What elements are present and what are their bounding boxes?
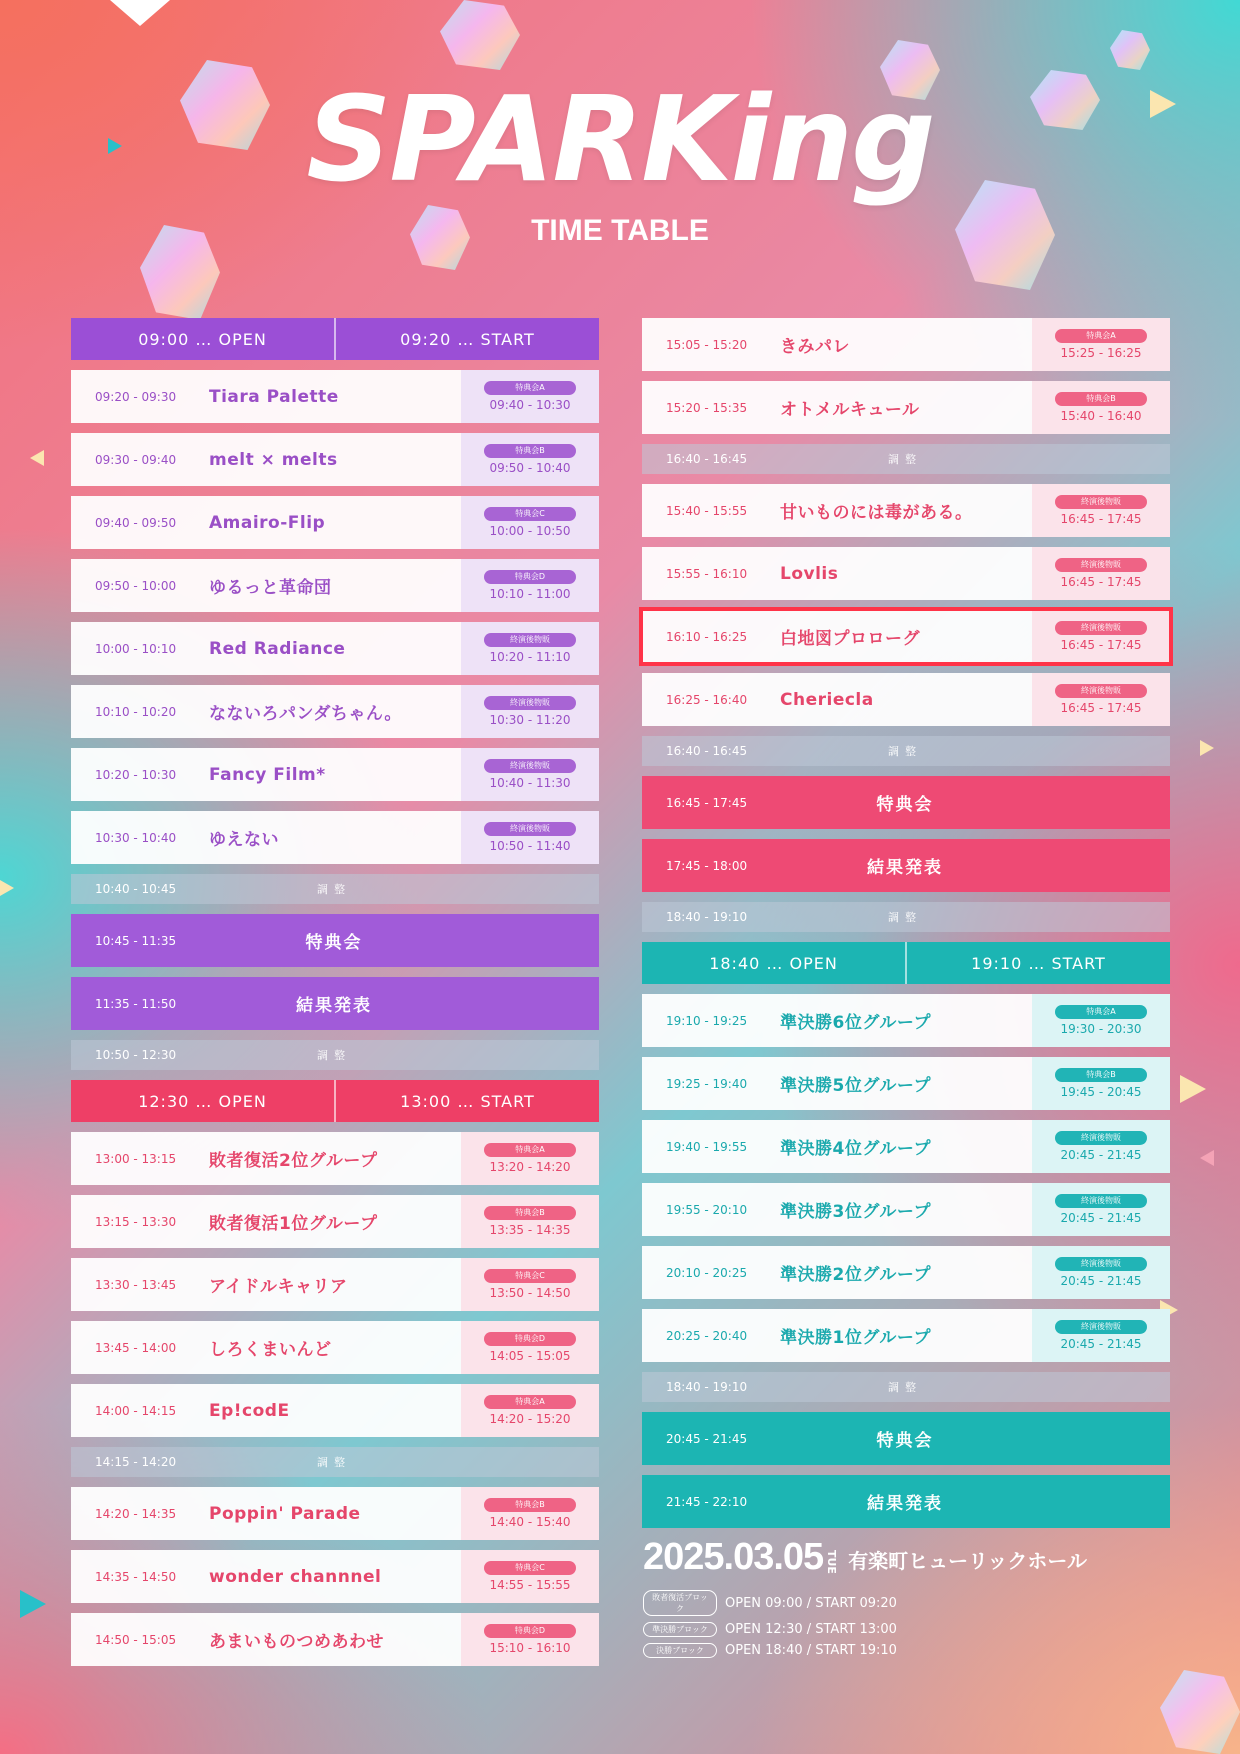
schedule-row: 20:25 - 20:40 準決勝1位グループ 終演後物販 20:45 - 21:45 <box>642 1309 1170 1362</box>
session-badge: 特典会D <box>484 1624 576 1638</box>
session-cell: 終演後物販 10:50 - 11:40 <box>461 811 599 864</box>
block-pill: 決勝ブロック <box>643 1643 717 1658</box>
open-time: 09:00 … OPEN <box>71 318 336 360</box>
group-name: Cheriecla <box>780 689 874 710</box>
adjustment-row: 18:40 - 19:10 調整 <box>642 1372 1170 1402</box>
start-time: 13:00 … START <box>400 1091 535 1111</box>
schedule-row: 10:30 - 10:40 ゆえない 終演後物販 10:50 - 11:40 <box>71 811 599 864</box>
block-time-line: 決勝ブロック OPEN 18:40 / START 19:10 <box>643 1643 1183 1658</box>
session-badge: 終演後物販 <box>1055 495 1147 509</box>
block-header <box>642 942 1170 984</box>
session-badge: 特典会B <box>1055 392 1147 406</box>
group-name: 準決勝6位グループ <box>780 1013 931 1033</box>
session-badge: 特典会A <box>484 381 576 395</box>
session-badge: 終演後物販 <box>1055 621 1147 635</box>
session-cell: 終演後物販 16:45 - 17:45 <box>1032 673 1170 726</box>
session-badge: 終演後物販 <box>1055 1257 1147 1271</box>
group-name: Poppin' Parade <box>209 1503 361 1524</box>
block-times <box>643 1590 1183 1658</box>
session-badge: 特典会C <box>484 1561 576 1575</box>
triangle-decoration <box>1200 1150 1214 1166</box>
group-name: ゆえない <box>209 830 279 850</box>
session-cell: 特典会C 13:50 - 14:50 <box>461 1258 599 1311</box>
group-name: 敗者復活2位グループ <box>209 1151 378 1171</box>
group-name: 甘いものには毒がある。 <box>780 503 973 523</box>
right-column <box>642 318 1170 1528</box>
session-cell: 終演後物販 10:40 - 11:30 <box>461 748 599 801</box>
schedule-row: 15:55 - 16:10 Lovlis 終演後物販 16:45 - 17:45 <box>642 547 1170 600</box>
session-cell: 終演後物販 10:30 - 11:20 <box>461 685 599 738</box>
session-cell: 特典会A 13:20 - 14:20 <box>461 1132 599 1185</box>
session-cell: 終演後物販 20:45 - 21:45 <box>1032 1246 1170 1299</box>
session-badge: 終演後物販 <box>1055 558 1147 572</box>
block-header <box>71 1080 599 1122</box>
session-cell: 特典会D 15:10 - 16:10 <box>461 1613 599 1666</box>
event-info <box>643 1538 1183 1658</box>
block-time-line: 準決勝ブロック OPEN 12:30 / START 13:00 <box>643 1622 1183 1637</box>
session-cell: 終演後物販 16:45 - 17:45 <box>1032 547 1170 600</box>
left-column <box>71 318 599 1666</box>
session-badge: 特典会A <box>1055 1005 1147 1019</box>
schedule-row: 13:45 - 14:00 しろくまいんど 特典会D 14:05 - 15:05 <box>71 1321 599 1374</box>
triangle-decoration <box>20 1590 46 1618</box>
adjustment-row: 10:40 - 10:45 調整 <box>71 874 599 904</box>
group-name: 敗者復活1位グループ <box>209 1214 378 1234</box>
block-pill: 準決勝ブロック <box>643 1622 717 1637</box>
schedule-row: 14:20 - 14:35 Poppin' Parade 特典会B 14:40 - 15:40 <box>71 1487 599 1540</box>
session-badge: 特典会A <box>1055 329 1147 343</box>
schedule-row: 13:00 - 13:15 敗者復活2位グループ 特典会A 13:20 - 14:20 <box>71 1132 599 1185</box>
group-name: Lovlis <box>780 563 839 584</box>
schedule-row: 09:40 - 09:50 Amairo-Flip 特典会C 10:00 - 10:50 <box>71 496 599 549</box>
block-header <box>71 318 599 360</box>
session-cell: 特典会A 15:25 - 16:25 <box>1032 318 1170 371</box>
schedule-row: 20:10 - 20:25 準決勝2位グループ 終演後物販 20:45 - 21:45 <box>642 1246 1170 1299</box>
schedule-row: 09:50 - 10:00 ゆるっと革命団 特典会D 10:10 - 11:00 <box>71 559 599 612</box>
group-name: Red Radiance <box>209 638 346 659</box>
session-badge: 特典会C <box>484 1269 576 1283</box>
schedule-row: 14:35 - 14:50 wonder channnel 特典会C 14:55 - 15:55 <box>71 1550 599 1603</box>
session-badge: 終演後物販 <box>1055 1131 1147 1145</box>
group-name: 準決勝1位グループ <box>780 1328 931 1348</box>
session-cell: 特典会A 14:20 - 15:20 <box>461 1384 599 1437</box>
schedule-row: 10:10 - 10:20 なないろパンダちゃん。 終演後物販 10:30 - 11:20 <box>71 685 599 738</box>
schedule-row: 09:30 - 09:40 melt × melts 特典会B 09:50 - 10:40 <box>71 433 599 486</box>
session-badge: 特典会B <box>1055 1068 1147 1082</box>
session-badge: 特典会B <box>484 1498 576 1512</box>
session-badge: 終演後物販 <box>484 759 576 773</box>
schedule-row: 13:30 - 13:45 アイドルキャリア 特典会C 13:50 - 14:50 <box>71 1258 599 1311</box>
adjustment-row: 10:50 - 12:30 調整 <box>71 1040 599 1070</box>
session-cell: 特典会D 10:10 - 11:00 <box>461 559 599 612</box>
triangle-decoration <box>0 880 14 896</box>
session-cell: 特典会B 19:45 - 20:45 <box>1032 1057 1170 1110</box>
session-badge: 終演後物販 <box>1055 1194 1147 1208</box>
session-badge: 終演後物販 <box>484 822 576 836</box>
group-name: オトメルキュール <box>780 400 920 420</box>
session-cell: 終演後物販 10:20 - 11:10 <box>461 622 599 675</box>
crystal-decoration <box>440 0 520 70</box>
session-badge: 特典会D <box>484 1332 576 1346</box>
session-cell: 終演後物販 16:45 - 17:45 <box>1032 484 1170 537</box>
group-name: Tiara Palette <box>209 386 339 407</box>
schedule-row: 15:20 - 15:35 オトメルキュール 特典会B 15:40 - 16:40 <box>642 381 1170 434</box>
schedule-row: 15:05 - 15:20 きみパレ 特典会A 15:25 - 16:25 <box>642 318 1170 371</box>
event-venue: 有楽町ヒューリックホール <box>848 1549 1087 1573</box>
schedule-row: 19:10 - 19:25 準決勝6位グループ 特典会A 19:30 - 20:30 <box>642 994 1170 1047</box>
group-name: 白地図プロローグ <box>780 629 920 649</box>
session-cell: 特典会D 14:05 - 15:05 <box>461 1321 599 1374</box>
session-badge: 終演後物販 <box>1055 684 1147 698</box>
group-name: Fancy Film* <box>209 764 326 785</box>
event-band: 16:45 - 17:45 特典会 <box>642 776 1170 829</box>
event-band: 11:35 - 11:50 結果発表 <box>71 977 599 1030</box>
group-name: wonder channnel <box>209 1566 382 1587</box>
schedule-row: 19:55 - 20:10 準決勝3位グループ 終演後物販 20:45 - 21:45 <box>642 1183 1170 1236</box>
triangle-decoration <box>1180 1075 1206 1103</box>
session-cell: 特典会B 15:40 - 16:40 <box>1032 381 1170 434</box>
logo <box>0 70 1240 248</box>
group-name: なないろパンダちゃん。 <box>209 704 402 724</box>
event-band: 10:45 - 11:35 特典会 <box>71 914 599 967</box>
group-name: Ep!codE <box>209 1400 290 1421</box>
schedule-row-highlighted[interactable]: 16:10 - 16:25 白地図プロローグ 終演後物販 16:45 - 17:45 <box>642 610 1170 663</box>
schedule-row: 09:20 - 09:30 Tiara Palette 特典会A 09:40 - 10:30 <box>71 370 599 423</box>
session-cell: 特典会B 14:40 - 15:40 <box>461 1487 599 1540</box>
adjustment-row: 16:40 - 16:45 調整 <box>642 736 1170 766</box>
adjustment-row: 14:15 - 14:20 調整 <box>71 1447 599 1477</box>
group-name: あまいものつめあわせ <box>209 1632 384 1652</box>
session-cell: 特典会B 13:35 - 14:35 <box>461 1195 599 1248</box>
triangle-decoration <box>30 450 44 466</box>
session-cell: 終演後物販 16:45 - 17:45 <box>1032 610 1170 663</box>
group-name: アイドルキャリア <box>209 1277 348 1297</box>
session-cell: 特典会C 14:55 - 15:55 <box>461 1550 599 1603</box>
group-name: 準決勝3位グループ <box>780 1202 931 1222</box>
adjustment-row: 18:40 - 19:10 調整 <box>642 902 1170 932</box>
session-badge: 特典会C <box>484 507 576 521</box>
crystal-decoration <box>1160 1670 1240 1754</box>
crystal-decoration <box>1110 30 1150 70</box>
open-time: 12:30 … OPEN <box>71 1080 336 1122</box>
group-name: 準決勝5位グループ <box>780 1076 931 1096</box>
session-cell: 特典会B 09:50 - 10:40 <box>461 433 599 486</box>
schedule-row: 10:00 - 10:10 Red Radiance 終演後物販 10:20 - 11:10 <box>71 622 599 675</box>
session-cell: 終演後物販 20:45 - 21:45 <box>1032 1120 1170 1173</box>
session-cell: 特典会A 09:40 - 10:30 <box>461 370 599 423</box>
session-badge: 特典会A <box>484 1143 576 1157</box>
schedule-row: 14:50 - 15:05 あまいものつめあわせ 特典会D 15:10 - 16:10 <box>71 1613 599 1666</box>
schedule-row: 19:25 - 19:40 準決勝5位グループ 特典会B 19:45 - 20:45 <box>642 1057 1170 1110</box>
block-pill: 敗者復活ブロック <box>643 1590 717 1616</box>
schedule-row: 19:40 - 19:55 準決勝4位グループ 終演後物販 20:45 - 21:45 <box>642 1120 1170 1173</box>
group-name: 準決勝4位グループ <box>780 1139 931 1159</box>
start-time: 09:20 … START <box>400 329 535 349</box>
group-name: Amairo-Flip <box>209 512 326 533</box>
logo-subtitle: TIME TABLE <box>531 214 709 247</box>
session-cell: 終演後物販 20:45 - 21:45 <box>1032 1309 1170 1362</box>
group-name: melt × melts <box>209 449 338 470</box>
group-name: しろくまいんど <box>209 1340 332 1360</box>
session-badge: 終演後物販 <box>484 633 576 647</box>
schedule-row: 16:25 - 16:40 Cheriecla 終演後物販 16:45 - 17:45 <box>642 673 1170 726</box>
open-time: 18:40 … OPEN <box>642 942 907 984</box>
schedule-row: 13:15 - 13:30 敗者復活1位グループ 特典会B 13:35 - 14:35 <box>71 1195 599 1248</box>
session-cell: 終演後物販 20:45 - 21:45 <box>1032 1183 1170 1236</box>
schedule-row: 15:40 - 15:55 甘いものには毒がある。 終演後物販 16:45 - 17:45 <box>642 484 1170 537</box>
session-badge: 特典会B <box>484 444 576 458</box>
triangle-decoration <box>110 0 170 26</box>
logo-title: SPARKing <box>306 70 934 208</box>
event-band: 21:45 - 22:10 結果発表 <box>642 1475 1170 1528</box>
schedule-row: 10:20 - 10:30 Fancy Film* 終演後物販 10:40 - 11:30 <box>71 748 599 801</box>
group-name: ゆるっと革命団 <box>209 578 332 598</box>
group-name: きみパレ <box>780 337 850 357</box>
session-cell: 特典会C 10:00 - 10:50 <box>461 496 599 549</box>
group-name: 準決勝2位グループ <box>780 1265 931 1285</box>
event-band: 20:45 - 21:45 特典会 <box>642 1412 1170 1465</box>
schedule-row: 14:00 - 14:15 Ep!codE 特典会A 14:20 - 15:20 <box>71 1384 599 1437</box>
session-cell: 特典会A 19:30 - 20:30 <box>1032 994 1170 1047</box>
event-date: 2025.03.05 <box>643 1536 824 1578</box>
session-badge: 終演後物販 <box>1055 1320 1147 1334</box>
event-weekday: TUE <box>825 1550 839 1574</box>
block-time-line: 敗者復活ブロック OPEN 09:00 / START 09:20 <box>643 1590 1183 1616</box>
session-badge: 特典会D <box>484 570 576 584</box>
session-badge: 特典会A <box>484 1395 576 1409</box>
session-badge: 終演後物販 <box>484 696 576 710</box>
adjustment-row: 16:40 - 16:45 調整 <box>642 444 1170 474</box>
triangle-decoration <box>1200 740 1214 756</box>
start-time: 19:10 … START <box>971 953 1106 973</box>
event-band: 17:45 - 18:00 結果発表 <box>642 839 1170 892</box>
session-badge: 特典会B <box>484 1206 576 1220</box>
